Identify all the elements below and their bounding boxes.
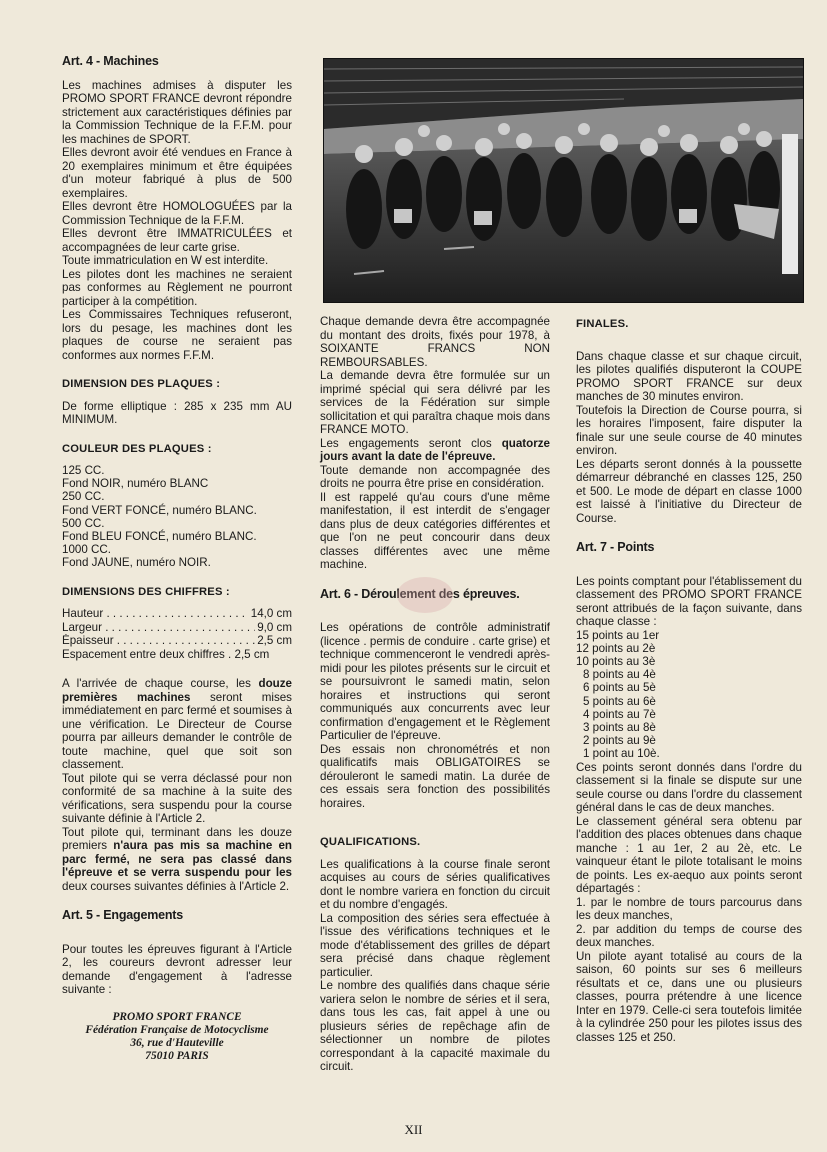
couleur-title: COULEUR DES PLAQUES :	[62, 442, 212, 455]
dimension-row	[62, 607, 292, 621]
engagement-paragraph: Il est rappelé qu'au cours d'une même manifestation, il est interdit de s'engager dans plus de deux catégories différentes et que l'on ne peut concourir dans deux classes différentes avec une même machine.	[320, 490, 550, 571]
race-start-photo	[323, 58, 804, 303]
points-line: 1 point au 10è.	[583, 747, 660, 761]
motorcycle-race-photo	[324, 59, 803, 302]
text-run: Tout pilote qui, terminant dans les douze premiers	[62, 825, 292, 853]
art5-paragraph: Pour toutes les épreuves figurant à l'Article 2, les coureurs devront adresser leur demande d'engagement à l'adresse suivante :	[62, 942, 292, 997]
art7-paragraph: Un pilote ayant totalisé au cours de la saison, 60 points sur ses 6 meilleurs résultats et ce, dans une ou plusieurs classes, pourra prétendre à une licence Inter en 1979. Celle-ci sera toutefois limitée à la cylindrée 250 pour les pilotes issus des classes 125 et 250.	[576, 949, 802, 1044]
dimension-value: 9,0 cm	[257, 620, 292, 634]
art6-paragraph: Les opérations de contrôle administratif (licence . permis de conduire . carte grise) et technique commenceront le vendredi après-midi pour les pilotes présents sur le circuit et se poursuivront le samedi matin, selon horaires et instructions qui seront communiqués aux concurrents avec leur confirmation d'engagement et le Règlement Particulier de l'épreuve.	[320, 621, 550, 742]
art4-title: Art. 4 - Machines	[62, 54, 159, 68]
points-list	[576, 629, 802, 761]
art4-paragraph: Les machines admises à disputer les PROMO SPORT FRANCE devront répondre strictement aux caractéristiques définies par la Commission Technique de la F.F.M. pour les machines de SPORT.	[62, 78, 292, 146]
art4-paragraph: Toute immatriculation en W est interdite.	[62, 254, 269, 267]
text-run: deux courses suivantes définies à l'Article 2.	[62, 879, 290, 893]
text-run-bold: douze premières machines	[62, 677, 292, 704]
finales-paragraph: Dans chaque classe et sur chaque circuit, les pilotes qualifiés disputeront la COUPE PROMO SPORT FRANCE sur deux manches de 30 minutes environ.	[576, 349, 802, 403]
address-line: Fédération Française de Motocyclisme	[85, 1023, 269, 1036]
points-line: 4 points au 7è	[583, 707, 656, 721]
address-line: 36, rue d'Hauteville	[130, 1037, 224, 1050]
couleur-line: Fond JAUNE, numéro NOIR.	[62, 556, 211, 570]
qualif-paragraph: Les qualifications à la course finale seront acquises au cours de séries qualificatives dont le nombre variera en fonction du circuit et du nombre d'engagés.	[320, 857, 550, 911]
dimension-label: Épaisseur . . .	[62, 634, 255, 648]
column-left	[62, 55, 292, 1063]
points-line: 3 points au 8è	[583, 720, 656, 734]
engagement-paragraph	[320, 437, 550, 464]
points-line: 10 points au 3è	[576, 654, 656, 668]
couleur-line: Fond BLEU FONCÉ, numéro BLANC.	[62, 530, 257, 544]
plaques-title: DIMENSION DES PLAQUES :	[62, 378, 221, 390]
couleur-list	[62, 464, 292, 570]
watermark-logo-icon	[395, 575, 455, 615]
art4-paragraph: Elles devront être HOMOLOGUÉES par la Commission Technique de la F.F.M.	[62, 200, 292, 227]
text-run: A l'arrivée de chaque course, les	[62, 677, 259, 691]
text-run: Les engagements seront clos	[320, 436, 502, 450]
art6-title: Art. 6 - Déroulement des épreuves.	[320, 586, 520, 601]
text-run-bold: n'aura pas mis sa machine en parc fermé, ne sera pas classé dans l'épreuve et se verra suspendu pour les	[62, 839, 292, 880]
dimension-value: 14,0 cm	[250, 607, 292, 621]
qualif-title: QUALIFICATIONS.	[320, 836, 421, 848]
engagement-paragraph: Toute demande non accompagnée des droits ne pourra être prise en considération.	[320, 463, 550, 490]
arrivee-paragraph: Tout pilote qui se verra déclassé pour non conformité de sa machine à la suite des vérifications, sera suspendu pour la course suivante définie à l'Article 2.	[62, 771, 292, 826]
dimension-value: 2,5 cm	[257, 634, 292, 648]
art4-paragraph: Les pilotes dont les machines ne seraient pas conformes au Règlement ne pourront participer à la compétition.	[62, 267, 292, 308]
art7-paragraph: Ces points seront donnés dans l'ordre du classement si la finale se dispute sur une seule course ou dans l'ordre du classement général dans le cas de deux manches.	[576, 760, 802, 815]
dimension-label: Largeur . . .	[62, 621, 255, 635]
qualif-paragraph: La composition des séries sera effectuée à l'issue des vérifications techniques et le mode d'établissement des grilles de départ sera précisé dans chaque règlement particulier.	[320, 911, 550, 979]
qualif-paragraph: Le nombre des qualifiés dans chaque série variera selon le nombre de séries et il sera, dans tous les cas, fait appel à une ou plusieurs séries de repêchage afin de sélectionner un nombre de pilotes correspondant à la capacité maximale du circuit.	[320, 979, 550, 1073]
text-run-bold: quatorze jours avant la date de l'épreuve.	[320, 436, 550, 463]
couleur-line: Fond NOIR, numéro BLANC	[62, 477, 209, 491]
address-block	[62, 1011, 292, 1064]
arrivee-paragraph	[62, 677, 292, 772]
points-line: 2 points au 9è	[583, 734, 656, 748]
chiffres-title: DIMENSIONS DES CHIFFRES :	[62, 585, 230, 598]
art5-title: Art. 5 - Engagements	[62, 908, 184, 923]
art4-paragraph: Elles devront avoir été vendues en France à 20 exemplaires minimum et être équipées d'un moteur fabriqué à plus de 500 exemplaires.	[62, 146, 292, 200]
text-run: seront mises immédiatement en parc fermé et soumises à une vérification. Le Directeur de Course pourra par ailleurs demander le contrôle de toute machine, quel que soit son classement.	[62, 690, 292, 772]
column-right	[576, 318, 802, 1044]
arrivee-paragraph	[62, 826, 292, 894]
finales-title: FINALES.	[576, 318, 629, 330]
points-line: 8 points au 4è	[583, 668, 656, 682]
address-line: 75010 PARIS	[145, 1050, 209, 1063]
engagement-paragraph: Chaque demande devra être accompagnée du montant des droits, fixés pour 1978, à SOIXANTE FRANCS NON REMBOURSABLES.	[320, 315, 550, 369]
dimension-row	[62, 634, 292, 648]
couleur-line: 125 CC.	[62, 464, 105, 477]
dimension-row	[62, 621, 292, 635]
engagement-paragraph: La demande devra être formulée sur un imprimé spécial qui sera délivré par les services de la Fédération sur simple sollicitation et qui paraîtra chaque mois dans FRANCE MOTO.	[320, 369, 550, 436]
column-middle	[320, 315, 550, 1074]
couleur-line: 500 CC.	[62, 516, 105, 530]
page-number: XII	[404, 1122, 423, 1137]
art4-paragraph: Les Commissaires Techniques refuseront, lors du pesage, les machines dont les plaques de course ne seraient pas conformes aux normes F.F.M.	[62, 308, 292, 362]
dimension-label: Hauteur . . .	[62, 607, 249, 621]
points-line: 15 points au 1er	[576, 628, 660, 642]
points-line: 12 points au 2è	[576, 641, 656, 655]
art7-paragraph: Les points comptant pour l'établissement du classement des PROMO SPORT FRANCE seront attribués de la façon suivante, dans chaque classe :	[576, 574, 802, 628]
points-line: 5 points au 6è	[583, 694, 656, 708]
art7-paragraph: 1. par le nombre de tours parcourus dans les deux manches,	[576, 895, 802, 923]
points-line: 6 points au 5è	[583, 681, 656, 695]
couleur-line: Fond VERT FONCÉ, numéro BLANC.	[62, 503, 257, 517]
finales-paragraph: Toutefois la Direction de Course pourra, si les horaires l'imposent, faire disputer la finale sur une seule course de 40 minutes environ.	[576, 403, 802, 457]
art4-paragraph: Elles devront être IMMATRICULÉES et accompagnées de leur carte grise.	[62, 227, 292, 254]
finales-paragraph: Les départs seront donnés à la poussette démarreur débranché en classes 125, 250 et 500. Le mode de départ en classe 1000 est laissé à l'initiative du Directeur de Course.	[576, 457, 802, 525]
art6-paragraph: Des essais non chronométrés et non qualificatifs mais OBLIGATOIRES se dérouleront le samedi matin. La durée de ces essais sera fonction des possibilités horaires.	[320, 742, 550, 810]
plaques-text: De forme elliptique : 285 x 235 mm AU MINIMUM.	[62, 399, 292, 426]
couleur-line: 1000 CC.	[62, 543, 111, 557]
dimension-last: Espacement entre deux chiffres . 2,5 cm	[62, 647, 270, 661]
address-line: PROMO SPORT FRANCE	[112, 1010, 242, 1023]
art7-paragraph: Le classement général sera obtenu par l'addition des places obtenues dans chaque manche : 1 au 1er, 2 au 2è, etc. Le vainqueur étant le pilote totalisant le moins de points. Les ex-aequo aux points seront départagés :	[576, 814, 802, 896]
art7-title: Art. 7 - Points	[576, 540, 655, 554]
couleur-line: 250 CC.	[62, 490, 105, 504]
art7-paragraph: 2. par addition du temps de course des deux manches.	[576, 922, 802, 950]
